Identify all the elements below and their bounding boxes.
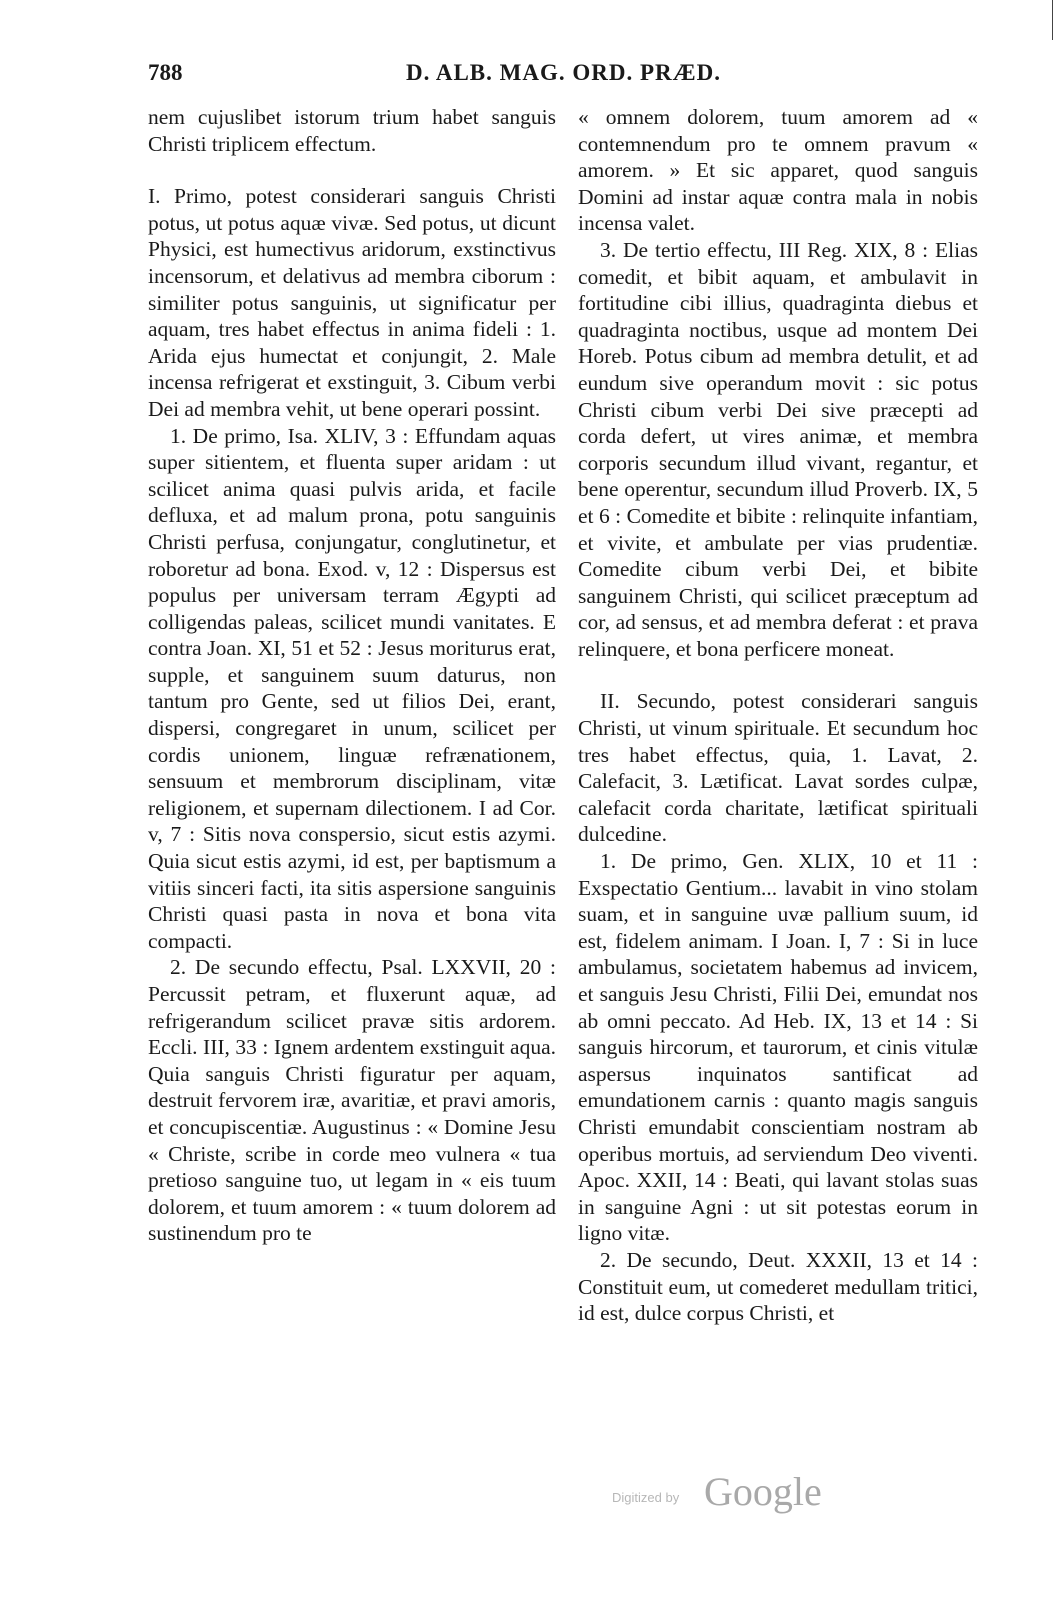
right-column: [578, 104, 978, 1327]
left-column: [148, 104, 556, 1247]
google-logo: Google: [704, 1469, 822, 1514]
page-header: [148, 60, 978, 90]
section-paragraph: I. Primo, potest considerari sanguis Christi potus, ut potus aquæ vivæ. Sed potus, ut dicunt Physici, est humectivus aridorum, exstinctivus incensorum, et delativus ad membra ciborum : similiter potus sanguinis, ut significatur per aquam, tres habet effectus in anima fideli : 1. Arida ejus humectat et conjungit, 2. Male incensa refrigerat et exstinguit, 3. Cibum verbi Dei ad membra vehit, ut bene operari possint.: [148, 184, 556, 421]
paragraph: 1. De primo, Isa. XLIV, 3 : Effundam aquas super sitientem, et fluenta super aridam : ut scilicet anima quasi pulvis arida, et facile defluxa, et ad malum prona, potu sanguinis Christi perfusa, conjungatur, conglutinetur, et roboretur ad bona. Exod. v, 12 : Dispersus est populus per universam terram Ægypti ad colligendas paleas, scilicet mundi vanitates. E contra Joan. XI, 51 et 52 : Jesus moriturus erat, supple, et sanguinem suum daturus, non tantum pro Gente, sed ut filios Dei, erant, dispersi, congregaret in unum, scilicet per cordis unionem, linguæ refrænationem, sensuum et membrorum disciplinam, vitæ religionem, et supernam dilectionem. I ad Cor. v, 7 : Sitis nova conspersio, sicut estis azymi. Quia sicut estis azymi, id est, per baptismum a vitiis sinceri facti, ita sitis aspersione sanguinis Christi quasi pasta in nova et bona vita compacti.: [148, 423, 556, 953]
digitized-watermark: [612, 1468, 872, 1518]
paragraph: 2. De secundo effectu, Psal. LXXVII, 20 : Percussit petram, et fluxerunt aquæ, ad refrigerandum scilicet pravæ sitis ardorem. Eccli. III, 33 : Ignem ardentem exstinguit aqua. Quia sanguis Christi figuratur per aquam, destruit fervorem iræ, avaritiæ, et pravi amoris, et concupiscentiæ. Augustinus : « Domine Jesu « Christe, scribe in corde meo vulnera « tua pretioso sanguine tuo, ut legam in « eis tuum dolorem, et tuum amorem : « tuum dolorem ad sustinendum pro te: [148, 955, 556, 1246]
paragraph: 3. De tertio effectu, III Reg. XIX, 8 : Elias comedit, et bibit aquam, et ambulavit in fortitudine cibi illius, quadraginta diebus et quadraginta noctibus, usque ad montem Dei Horeb. Potus cibum ad membra detulit, et ad eundum sive operandum movit : sic potus Christi cibum verbi Dei sive præcepti ad corda defert, ut vires animæ, et membra corporis secundum illud vivant, regantur, et bene operentur, secundum illud Proverb. IX, 5 et 6 : Comedite et bibite : relinquite infantiam, et vivite, et ambulate per vias prudentiæ. Comedite cibum verbi Dei, et bibite sanguinem Christi, qui scilicet præceptum ad cor, ad sensus, et ad membra deferat : et prava relinquere, et bona perficere moneat.: [578, 237, 978, 661]
digitized-label: Digitized by: [612, 1490, 680, 1505]
paragraph: 2. De secundo, Deut. XXXII, 13 et 14 : Constituit eum, ut comederet medullam tritici, id est, dulce corpus Christi, et: [578, 1247, 978, 1326]
running-title: D. ALB. MAG. ORD. PRÆD.: [406, 60, 721, 85]
page-number: 788: [148, 60, 183, 85]
paragraph: 1. De primo, Gen. XLIX, 10 et 11 : Exspectatio Gentium... lavabit in vino stolam suam, et in sanguine uvæ pallium suum, id est, fidelem animam. I Joan. I, 7 : Si in luce ambulamus, societatem habemus ad invicem, et sanguis Jesu Christi, Filii Dei, emundat nos ab omni peccato. Ad Heb. IX, 13 et 14 : Si sanguis hircorum, et taurorum, et cinis vitulæ aspersus inquinatos santificat ad emundationem carnis : quanto magis sanguis Christi emundabit conscientiam nostram ab operibus mortuis, ad serviendum Deo viventi. Apoc. XXII, 14 : Beati, qui lavant stolas suas in sanguine Agni : ut sit potestas eorum in ligno vitæ.: [578, 849, 978, 1246]
paragraph: « omnem dolorem, tuum amorem ad « contemnendum pro te omnem pravum « amorem. » Et sic apparet, quod sanguis Domini ad instar aquæ contra mala in nobis incensa valet.: [578, 105, 978, 236]
section-paragraph: II. Secundo, potest considerari sanguis Christi, ut vinum spirituale. Et secundum hoc tres habet effectus, quia, 1. Lavat, 2. Calefacit, 3. Lætificat. Lavat sordes culpæ, calefacit corda charitate, lætificat spirituali dulcedine.: [578, 689, 978, 847]
paragraph: nem cujuslibet istorum trium habet sanguis Christi triplicem effectum.: [148, 105, 556, 156]
page-edge-line: [1052, 0, 1053, 40]
